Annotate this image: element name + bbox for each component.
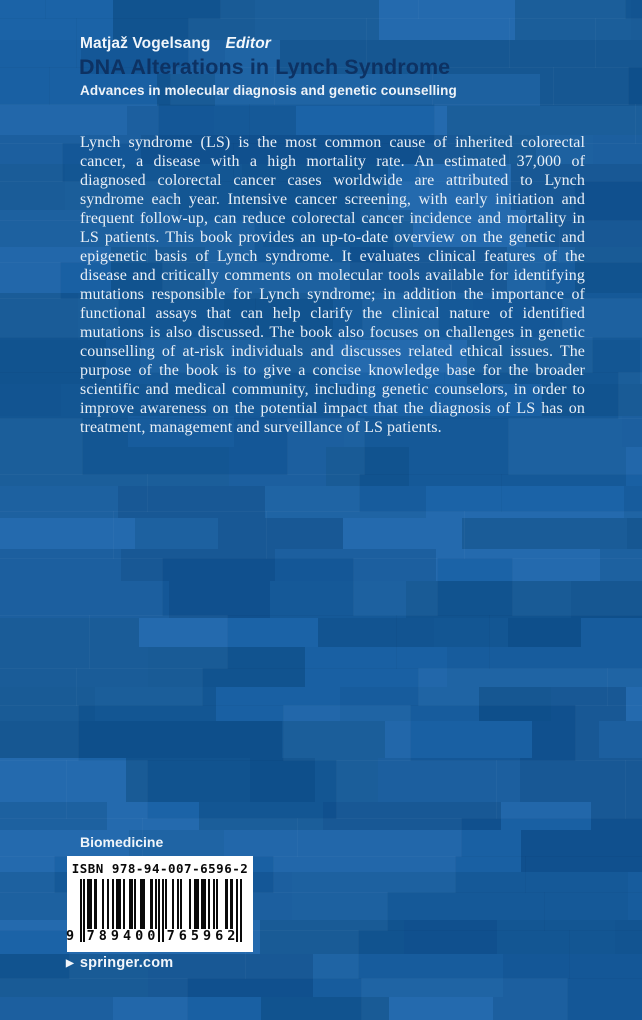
book-title: DNA Alterations in Lynch Syndrome [79, 55, 451, 79]
book-subtitle: Advances in molecular diagnosis and genetic counselling [80, 83, 457, 98]
barcode-digit-first: 9 [66, 928, 75, 944]
arrow-right-icon: ▶ [66, 958, 74, 969]
publisher-website [66, 955, 173, 971]
barcode-digits-left: 789400 [86, 928, 160, 944]
category-label: Biomedicine [80, 834, 164, 850]
editor-name: Matjaž Vogelsang [80, 35, 211, 52]
barcode-digits-right: 765962 [166, 928, 240, 944]
editor-role-label: Editor [225, 35, 271, 52]
editor-line [80, 35, 271, 53]
isbn-label: ISBN 978-94-007-6596-2 [71, 861, 249, 876]
springer-link: springer.com [79, 955, 174, 971]
barcode-panel [67, 856, 253, 952]
book-blurb: Lynch syndrome (LS) is the most common cause of inherited colorectal cancer, a disease with a high mortality rate. An estimated 37,000 of diagnosed colorectal cancer cases worldwide are attributed to Lynch syndrome each year. Intensive cancer screening, with early initiation and frequent follow-up, can reduce colorectal cancer incidence and mortality in LS patients. This book provides an up-to-date overview on the genetic and epigenetic basis of Lynch syndrome. It evaluates clinical features of the disease and critically comments on molecular tools available for identifying mutations responsible for Lynch syndrome; in addition the importance of functional assays that can help clarify the clinical nature of identified mutations is also discussed. The book also focuses on challenges in genetic counselling of at-risk individuals and discusses related ethical issues. The purpose of the book is to give a concise knowledge base for the broader scientific and medical community, including genetic counselors, in order to improve awareness on the potential impact that the diagnosis of LS has on treatment, management and surveillance of LS patients. [80, 134, 585, 436]
